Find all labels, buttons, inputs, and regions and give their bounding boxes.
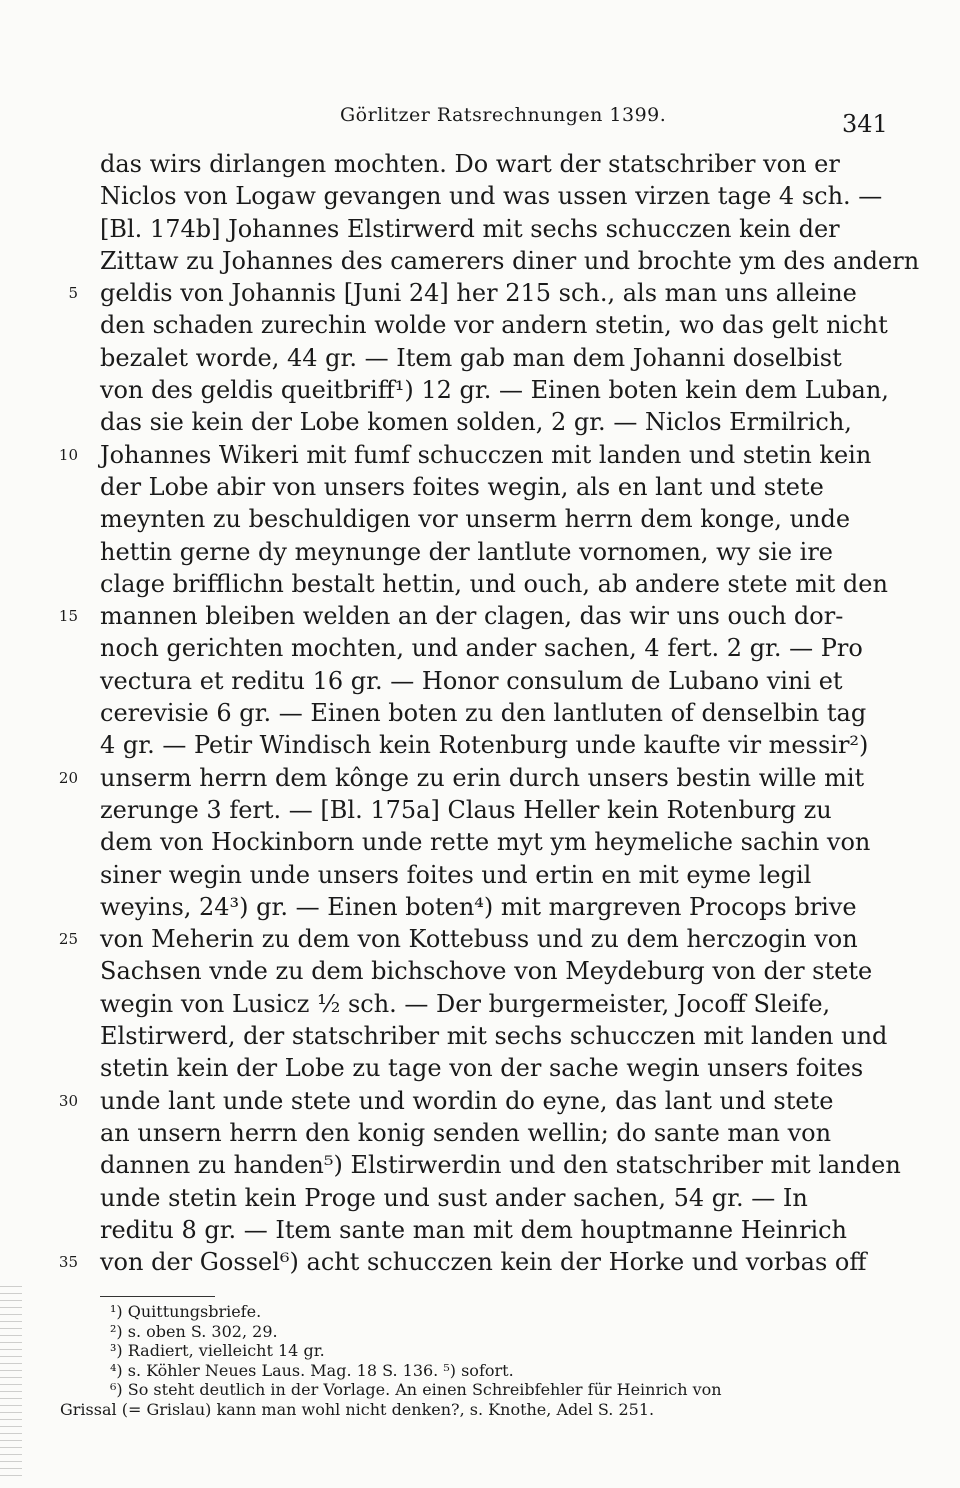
text-line <box>100 374 890 406</box>
text-line <box>100 891 890 923</box>
text-line <box>100 794 890 826</box>
line-text: wegin von Lusicz ½ sch. — Der burgermeister, Jocoff Sleife, <box>100 989 831 1018</box>
text-line <box>100 180 890 212</box>
line-number: 30 <box>58 1091 78 1110</box>
text-line <box>58 600 890 632</box>
text-line <box>100 309 890 341</box>
line-text: von Meherin zu dem von Kottebuss und zu dem herczogin von <box>100 925 858 954</box>
text-line <box>58 762 890 794</box>
text-line <box>100 1182 890 1214</box>
running-head: Görlitzer Ratsrechnungen 1399. <box>340 104 667 126</box>
footnote-rule <box>100 1296 215 1297</box>
text-line <box>100 697 890 729</box>
line-text: Elstirwerd, der statschriber mit sechs schucczen mit landen und <box>100 1022 888 1051</box>
line-text: [Bl. 174b] Johannes Elstirwerd mit sechs schucczen kein der <box>100 214 840 243</box>
line-text: Johannes Wikeri mit fumf schucczen mit landen und stetin kein <box>100 440 872 469</box>
line-number: 25 <box>58 930 78 949</box>
main-text <box>58 148 920 1278</box>
line-text: siner wegin unde unsers foites und ertin en mit eyme legil <box>100 860 812 889</box>
footnote: ¹) Quittungsbriefe. <box>110 1302 262 1321</box>
text-line <box>100 536 890 568</box>
text-line <box>100 1117 890 1149</box>
line-text: dannen zu handen⁵) Elstirwerdin und den statschriber mit landen <box>100 1151 901 1180</box>
line-text: noch gerichten mochten, und ander sachen, 4 fert. 2 gr. — Pro <box>100 634 863 663</box>
line-text: bezalet worde, 44 gr. — Item gab man dem Johanni doselbist <box>100 343 842 372</box>
line-text: unserm herrn dem kônge zu erin durch unsers bestin wille mit <box>100 763 865 792</box>
line-text: meynten zu beschuldigen vor unserm herrn dem konge, unde <box>100 505 851 534</box>
line-text: weyins, 24³) gr. — Einen boten⁴) mit margreven Procops brive <box>100 892 857 921</box>
text-line <box>100 665 890 697</box>
page-header <box>0 98 960 138</box>
footnote: Grissal (= Grislau) kann man wohl nicht denken?, s. Knothe, Adel S. 251. <box>60 1399 655 1419</box>
text-line <box>100 955 890 987</box>
text-line <box>58 439 890 471</box>
text-line <box>100 406 890 438</box>
footnote: ³) Radiert, vielleicht 14 gr. <box>110 1341 325 1360</box>
line-text: vectura et reditu 16 gr. — Honor consulum de Lubano vini et <box>100 666 843 695</box>
line-text: den schaden zurechin wolde vor andern stetin, wo das gelt nicht <box>100 311 888 340</box>
footnote: ⁶) So steht deutlich in der Vorlage. An einen Schreibfehler für Heinrich von <box>110 1380 722 1399</box>
page-number: 341 <box>842 110 888 138</box>
text-line <box>100 1052 890 1084</box>
text-line <box>100 826 890 858</box>
text-line <box>68 277 890 309</box>
line-text: clage brifflichn bestalt hettin, und ouch, ab andere stete mit den <box>100 569 888 598</box>
line-text: hettin gerne dy meynunge der lantlute vornomen, wy sie ire <box>100 537 834 566</box>
margin-scan-artifact <box>0 1280 22 1480</box>
text-line <box>100 729 890 761</box>
text-line <box>100 503 890 535</box>
line-text: stetin kein der Lobe zu tage von der sache wegin unsers foites <box>100 1054 864 1083</box>
line-text: reditu 8 gr. — Item sante man mit dem houptmanne Heinrich <box>100 1215 848 1244</box>
text-line <box>100 568 890 600</box>
text-line <box>58 923 890 955</box>
line-text: unde lant unde stete und wordin do eyne, das lant und stete <box>100 1086 834 1115</box>
line-number: 10 <box>58 445 78 464</box>
line-text: von der Gossel⁶) acht schucczen kein der Horke und vorbas off <box>100 1248 867 1277</box>
text-line <box>100 632 890 664</box>
text-line <box>100 245 920 277</box>
line-number: 15 <box>58 607 78 626</box>
text-line <box>58 1246 890 1278</box>
line-number: 20 <box>58 768 78 787</box>
text-line <box>100 148 890 180</box>
line-text: dem von Hockinborn unde rette myt ym heymeliche sachin von <box>100 828 871 857</box>
line-text: an unsern herrn den konig senden wellin; do sante man von <box>100 1118 832 1147</box>
line-text: Zittaw zu Johannes des camerers diner und brochte ym des andern <box>100 246 920 275</box>
line-text: mannen bleiben welden an der clagen, das wir uns ouch dor- <box>100 602 844 631</box>
text-line <box>100 1149 901 1181</box>
text-line <box>100 1020 890 1052</box>
text-line <box>100 1214 890 1246</box>
line-number: 35 <box>58 1253 78 1272</box>
line-number: 5 <box>68 284 78 303</box>
line-text: cerevisie 6 gr. — Einen boten zu den lantluten of denselbin tag <box>100 699 867 728</box>
text-line <box>100 342 890 374</box>
line-text: das sie kein der Lobe komen solden, 2 gr. — Niclos Ermilrich, <box>100 408 852 437</box>
footnote: ²) s. oben S. 302, 29. <box>110 1321 278 1341</box>
line-text: 4 gr. — Petir Windisch kein Rotenburg unde kaufte vir messir²) <box>100 731 869 760</box>
line-text: der Lobe abir von unsers foites wegin, als en lant und stete <box>100 472 824 501</box>
text-line <box>100 859 890 891</box>
line-text: unde stetin kein Proge und sust ander sachen, 54 gr. — In <box>100 1183 808 1212</box>
line-text: zerunge 3 fert. — [Bl. 175a] Claus Heller kein Rotenburg zu <box>100 795 832 824</box>
footnote: ⁴) s. Köhler Neues Laus. Mag. 18 S. 136. ⁵) sofort. <box>110 1360 514 1380</box>
text-line <box>100 988 890 1020</box>
line-text: Niclos von Logaw gevangen und was ussen virzen tage 4 sch. — <box>100 182 883 211</box>
text-line <box>100 471 890 503</box>
line-text: von des geldis queitbriff¹) 12 gr. — Einen boten kein dem Luban, <box>100 376 889 405</box>
line-text: das wirs dirlangen mochten. Do wart der statschriber von er <box>100 150 840 178</box>
text-line <box>100 213 890 245</box>
line-text: geldis von Johannis [Juni 24] her 215 sch., als man uns alleine <box>100 279 857 308</box>
footnotes <box>60 1296 900 1419</box>
line-text: Sachsen vnde zu dem bichschove von Meydeburg von der stete <box>100 957 873 986</box>
text-line <box>58 1085 890 1117</box>
